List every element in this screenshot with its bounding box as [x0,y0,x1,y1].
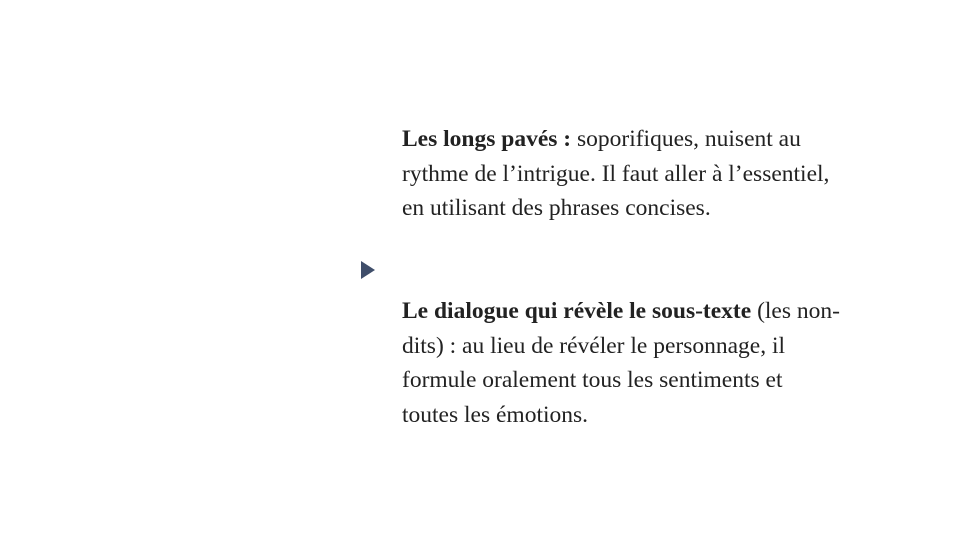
paragraph-dialogue-subtext-body: (les non-dits) : au lieu de révéler le personnage, il formule oralement tous les sentiments et toutes les émotions. [402,298,840,428]
paragraph-long-blocks-body: soporifiques, nuisent au rythme de l’intrigue. Il faut aller à l’essentiel, en utilisant des phrases concises. [402,126,830,221]
paragraph-dialogue-subtext-lead: Le dialogue qui révèle le sous-texte [402,298,752,324]
triangle-right-icon [361,261,375,279]
paragraph-dialogue-subtext [402,294,842,432]
paragraph-long-blocks-lead: Les longs pavés : [402,126,572,152]
paragraph-long-blocks [402,122,842,226]
triangle-right-icon-svg [361,261,375,279]
